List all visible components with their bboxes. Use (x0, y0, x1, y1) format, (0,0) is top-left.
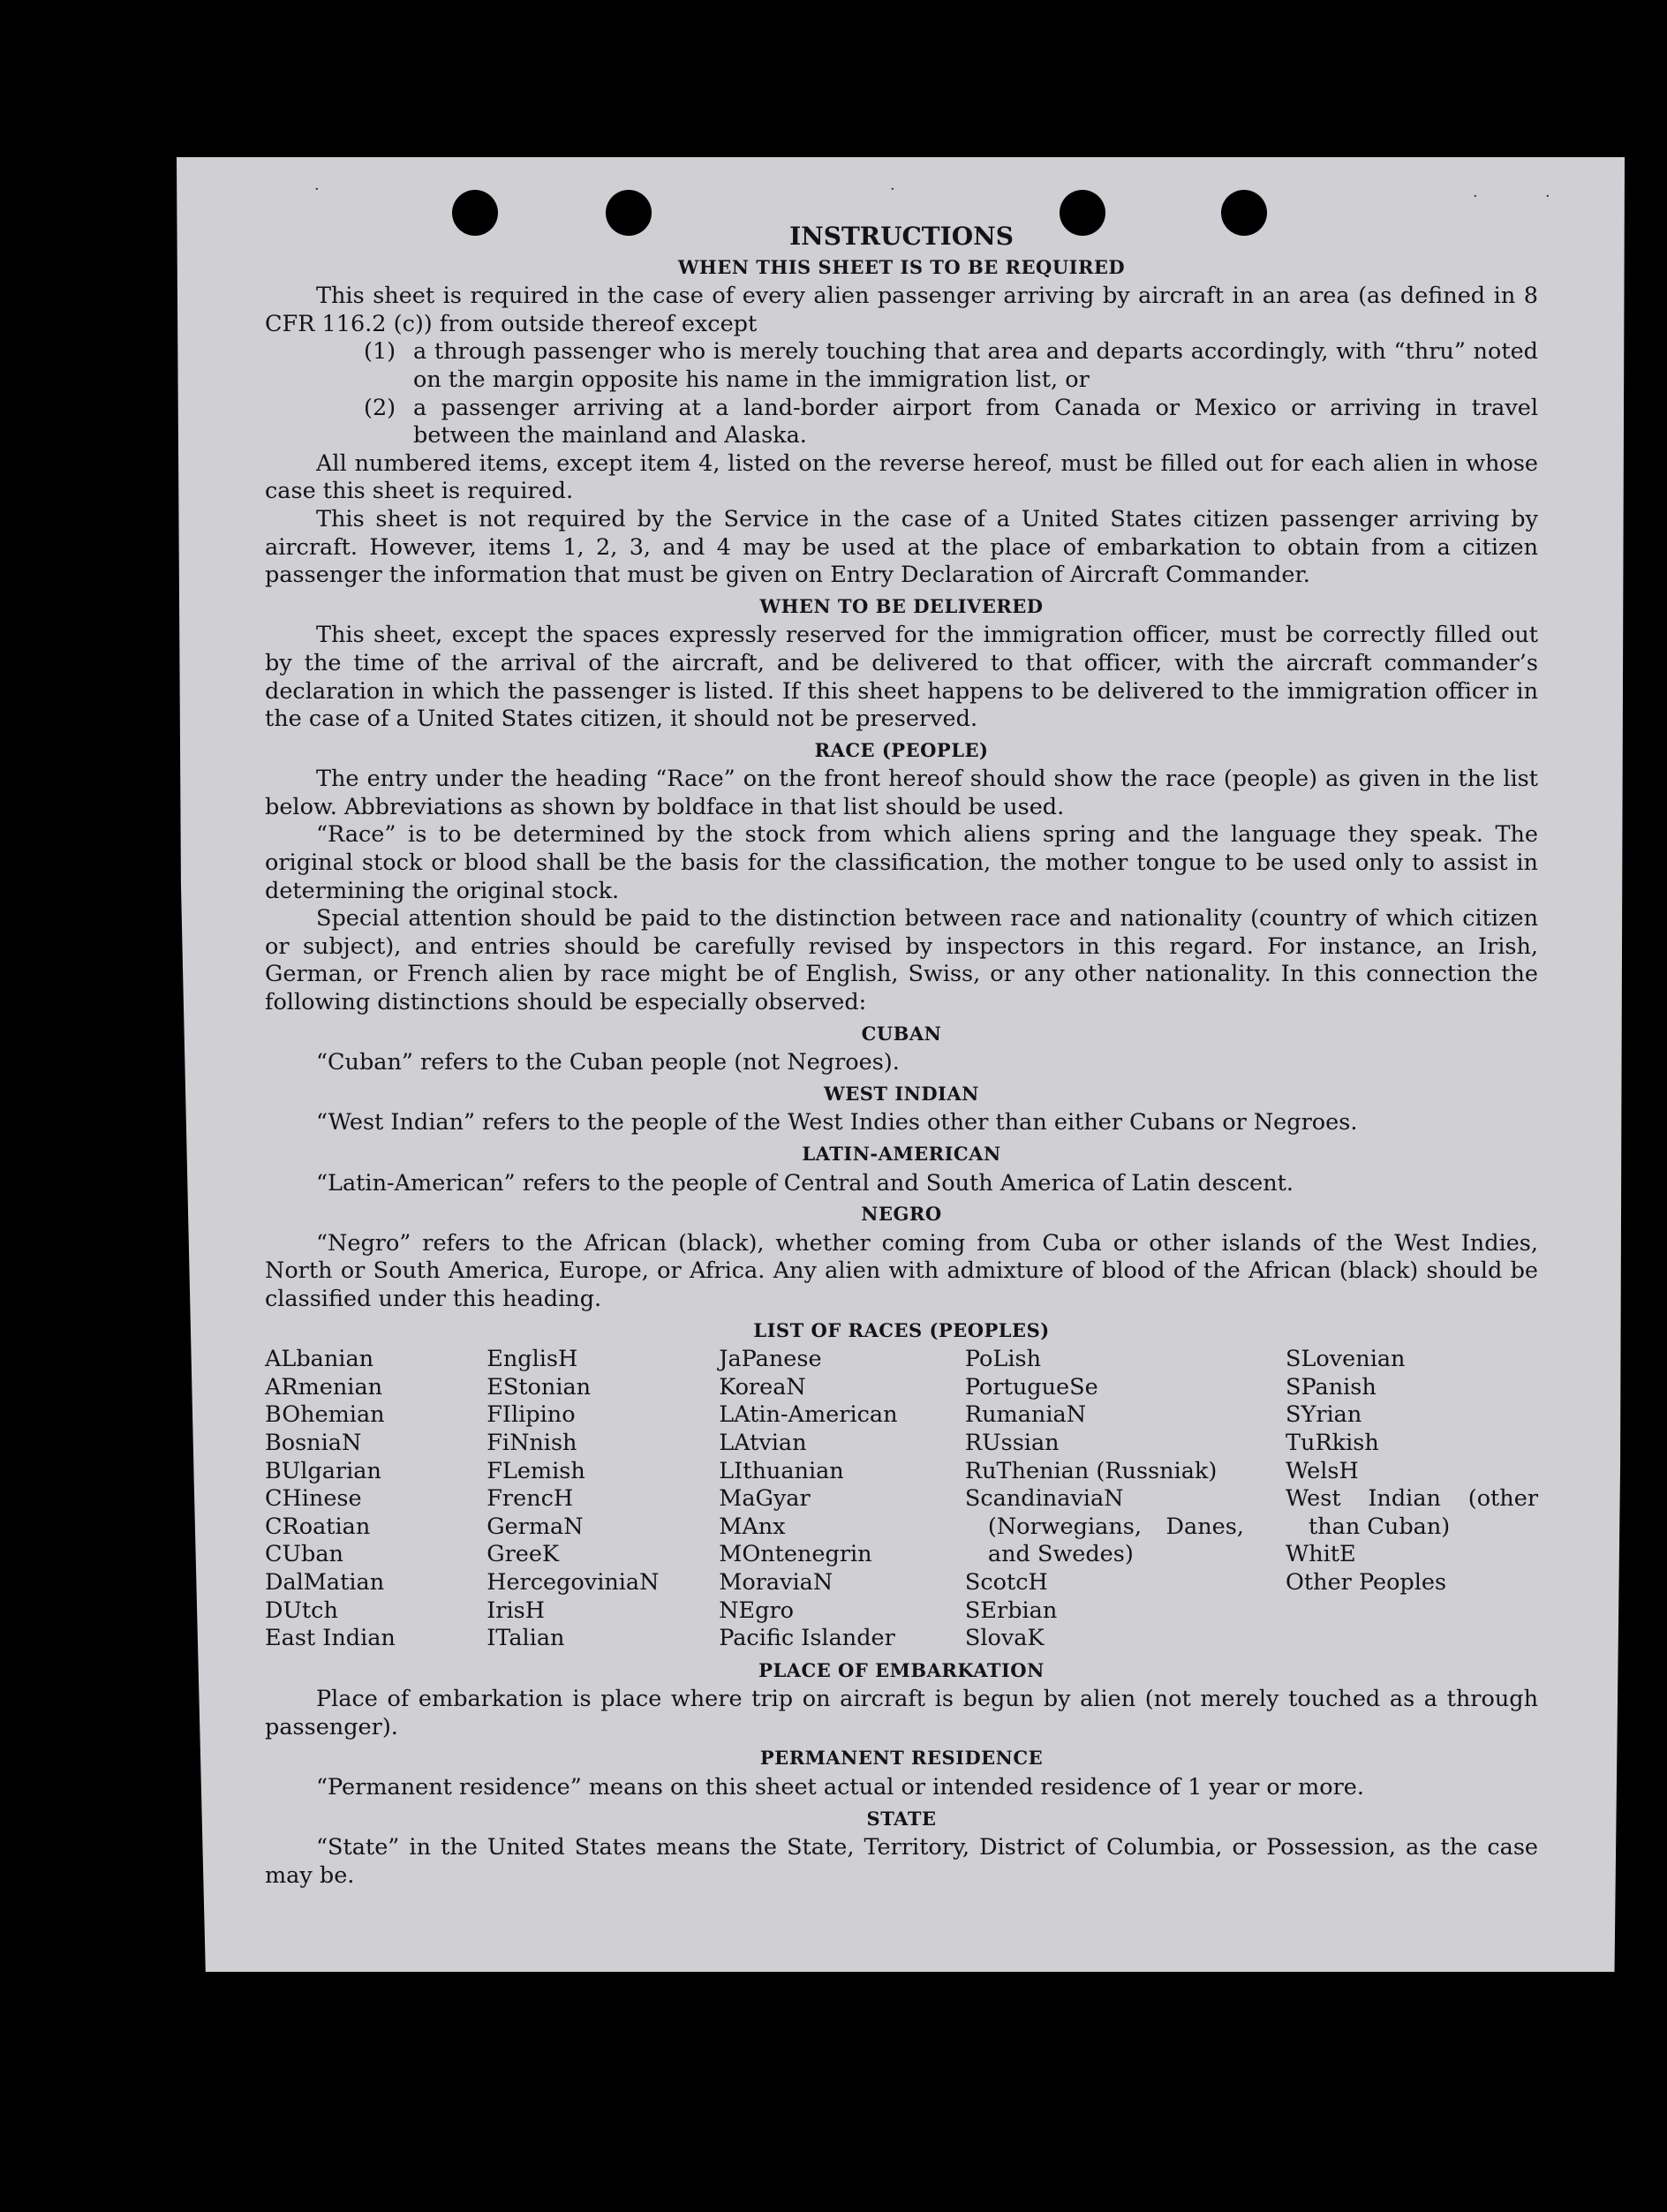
paragraph: “State” in the United States means the State, Territory, District of Columbia, or Possession, as the case may be. (265, 1834, 1538, 1889)
section-heading-race: RACE (PEOPLE) (814, 738, 989, 761)
paragraph: “Race” is to be determined by the stock from which aliens spring and the language they speak. The original stock or blood shall be the basis for the classification, the mother tongue to be used only to assist in determining the original stock. (265, 821, 1538, 904)
section-heading-embarkation: PLACE OF EMBARKATION (758, 1658, 1045, 1681)
race-entry: SPanish (1286, 1373, 1377, 1400)
paragraph: This sheet is not required by the Service in the case of a United States citizen passenger arriving by aircraft. However, items 1, 2, 3, and 4 may be used at the place of embarkation to obtain from a citizen passenger the information that must be given on Entry Declaration of Aircraft Commander. (265, 505, 1538, 589)
paragraph: This sheet is required in the case of every alien passenger arriving by aircraft in an area (as defined in 8 CFR 116.2 (c)) from outside thereof except (265, 283, 1538, 337)
race-entry: IrisH (487, 1597, 545, 1624)
paragraph: All numbered items, except item 4, listed on the reverse hereof, must be filled out for each alien in whose case this sheet is required. (265, 449, 1538, 505)
race-entry: PoLish (964, 1346, 1041, 1373)
section-heading-negro: NEGRO (861, 1203, 942, 1226)
section-heading-residence: PERMANENT RESIDENCE (759, 1747, 1044, 1770)
race-entry: WhitE (1286, 1541, 1356, 1568)
race-entry: Pacific Islander (719, 1625, 895, 1652)
race-entry: ITalian (487, 1625, 565, 1652)
race-entry: ALbanian (265, 1346, 374, 1373)
scan-speck: · (1473, 187, 1478, 206)
section-heading-state: STATE (866, 1807, 937, 1830)
race-entry: BosniaN (265, 1429, 362, 1456)
race-entry: ARmenian (265, 1373, 383, 1400)
race-entry: MOntenegrin (719, 1541, 872, 1568)
race-entry: LIthuanian (719, 1457, 844, 1484)
list-item (364, 338, 1538, 394)
section-heading-when-required: WHEN THIS SHEET IS TO BE REQUIRED (677, 255, 1126, 278)
races-list (265, 1346, 1538, 1653)
race-entry: EStonian (487, 1373, 592, 1400)
section-heading-west-indian: WEST INDIAN (824, 1082, 979, 1105)
race-entry: CRoatian (265, 1513, 371, 1540)
race-entry: RuThenian (Russniak) (964, 1457, 1218, 1484)
races-column (719, 1346, 965, 1653)
race-entry: HercegoviniaN (487, 1568, 660, 1596)
race-entry: ScandinaviaN (Norwegians, Danes, and Swedes) (964, 1485, 1244, 1568)
race-entry: TuRkish (1286, 1429, 1379, 1456)
race-entry: EnglisH (487, 1346, 578, 1373)
race-entry: CHinese (265, 1485, 362, 1513)
scan-speck: · (890, 180, 895, 199)
races-column (265, 1346, 487, 1653)
section-heading-cuban: CUBAN (861, 1022, 942, 1045)
section-heading-latin-american: LATIN-AMERICAN (802, 1143, 1001, 1165)
race-entry: FIlipino (487, 1401, 576, 1429)
race-entry: RumaniaN (964, 1401, 1087, 1429)
races-column (487, 1346, 719, 1653)
paragraph: The entry under the heading “Race” on the front hereof should show the race (people) as given in the list below. Abbreviations as shown by boldface in that list should be used. (265, 766, 1538, 820)
race-entry: GreeK (487, 1541, 560, 1568)
scan-speck: · (314, 180, 320, 199)
race-entry: LAtvian (719, 1429, 807, 1456)
paragraph: “Negro” refers to the African (black), whether coming from Cuba or other islands of the West Indies, North or South America, Europe, or Africa. Any alien with admixture of blood of the African (black) should be classified under this heading. (265, 1229, 1538, 1312)
race-entry: FLemish (487, 1457, 585, 1484)
race-entry: BOhemian (265, 1401, 385, 1429)
race-entry: BUlgarian (265, 1457, 381, 1484)
section-heading-when-delivered: WHEN TO BE DELIVERED (759, 594, 1044, 617)
race-entry: DalMatian (265, 1568, 385, 1596)
race-entry: SYrian (1286, 1401, 1362, 1429)
race-entry: PortugueSe (964, 1373, 1098, 1400)
race-entry: East Indian (265, 1625, 396, 1652)
item-number: (2) (364, 394, 396, 421)
race-entry: SErbian (964, 1597, 1058, 1624)
race-entry: DUtch (265, 1597, 338, 1624)
race-entry: SLovenian (1286, 1346, 1406, 1373)
races-column (1286, 1346, 1538, 1653)
race-entry: MoraviaN (719, 1568, 834, 1596)
race-entry: Other Peoples (1286, 1568, 1447, 1596)
paragraph: “Latin-American” refers to the people of Central and South America of Latin descent. (316, 1169, 1294, 1197)
list-item (364, 395, 1538, 450)
race-entry: KoreaN (719, 1373, 806, 1400)
paragraph: Place of embarkation is place where trip on aircraft is begun by alien (not merely touched as a through passenger). (265, 1686, 1538, 1740)
page-title: INSTRUCTIONS (789, 222, 1014, 251)
race-entry: GermaN (487, 1513, 584, 1540)
race-entry: ScotcH (964, 1568, 1048, 1596)
paragraph: “Permanent residence” means on this sheet actual or intended residence of 1 year or more. (316, 1774, 1364, 1801)
section-heading-list-of-races: LIST OF RACES (PEOPLES) (753, 1318, 1050, 1341)
race-entry: West Indian (other than Cuban) (1286, 1485, 1539, 1540)
race-entry: MaGyar (719, 1485, 811, 1513)
races-column (965, 1346, 1286, 1653)
race-entry: WelsH (1286, 1457, 1359, 1484)
scan-speck: · (1545, 187, 1550, 206)
paragraph: “Cuban” refers to the Cuban people (not Negroes). (316, 1049, 900, 1076)
race-entry: LAtin-American (719, 1401, 898, 1429)
paragraph: “West Indian” refers to the people of the West Indies other than either Cubans or Negroes. (316, 1109, 1358, 1136)
item-text: a through passenger who is merely touching that area and departs accordingly, with “thru” noted on the margin opposite his name in the immigration list, or (413, 338, 1538, 393)
race-entry: MAnx (719, 1513, 786, 1540)
race-entry: JaPanese (719, 1346, 822, 1373)
item-number: (1) (364, 338, 396, 366)
paragraph: This sheet, except the spaces expressly reserved for the immigration officer, must be correctly filled out by the time of the arrival of the aircraft, and be delivered to that officer, with the aircraft commander’s declaration in which the passenger is listed. If this sheet happens to be delivered to the immigration officer in the case of a United States citizen, it should not be preserved. (265, 622, 1538, 733)
race-entry: CUban (265, 1541, 343, 1568)
instructions-content (265, 223, 1538, 1890)
race-entry: FiNnish (487, 1429, 577, 1456)
race-entry: FrencH (487, 1485, 574, 1513)
race-entry: SlovaK (964, 1625, 1045, 1652)
race-entry: RUssian (964, 1429, 1060, 1456)
item-text: a passenger arriving at a land-border airport from Canada or Mexico or arriving in travel between the mainland and Alaska. (413, 394, 1538, 449)
race-entry: NEgro (719, 1597, 795, 1624)
paragraph: Special attention should be paid to the distinction between race and nationality (country of which citizen or subject), and entries should be carefully revised by inspectors in this regard. For instance, an Irish, German, or French alien by race might be of English, Swiss, or any other nationality. In this connection the following distinctions should be especially observed: (265, 905, 1538, 1016)
